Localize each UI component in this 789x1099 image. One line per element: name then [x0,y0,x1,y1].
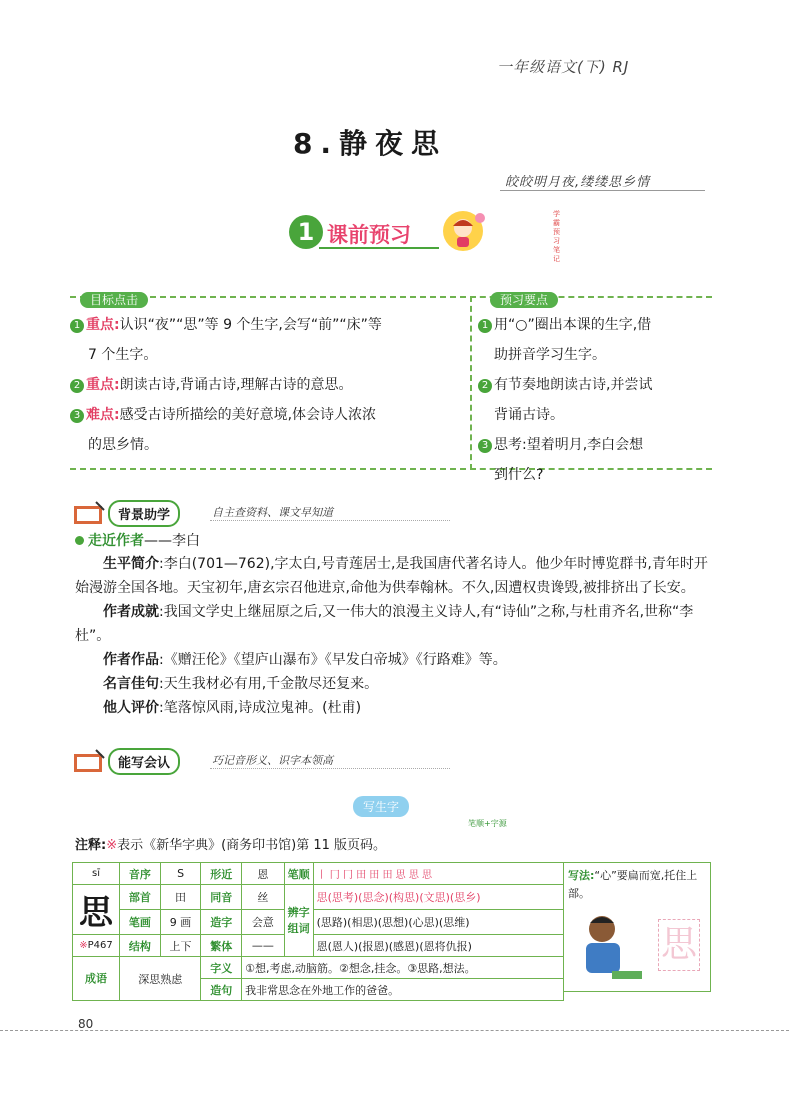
tagline-underline [500,190,705,191]
character-card [72,862,712,1001]
list-item: 1 重点:认识“夜”“思”等 9 个生字,会写“前”“床”等 [70,310,466,340]
list-item: 的思乡情。 [88,437,158,453]
stroke-sequence: 丨 冂 冂 田 田 田 思 思 思 [313,863,563,885]
character-glyph: 思 [73,885,120,935]
bio-paragraph: 生平简介:李白(701—762),字太白,号青莲居士,是我国唐代著名诗人。他少年时博览群书,青年时开始漫游全国各地。天宝初年,唐玄宗召他进京,命他为供奉翰林。不久,因遭权贵谗毁,被排挤出了长安。 [75,556,708,596]
book-subtitle: 一年级语文(下) RJ [497,58,630,76]
list-item: 7 个生字。 [88,347,158,363]
author-bio [75,552,715,720]
bio-paragraph: 作者成就:我国文学史上继屈原之后,又一伟大的浪漫主义诗人,有“诗仙”之称,与杜甫齐名,世称“李杜”。 [75,604,694,644]
list-item: 背诵古诗。 [494,407,564,423]
background-section-header [72,500,472,522]
stroke-order-note: 笔顺+字源 [468,819,507,828]
bio-paragraph: 名言佳句:天生我材必有用,千金散尽还复来。 [103,676,379,692]
hint-underline [210,768,450,769]
page-number: 80 [78,1017,94,1031]
read-write-label: 能写会认 [108,748,180,775]
example-sentence: 我非常思念在外地工作的爸爸。 [242,979,564,1001]
lesson-tagline: 皎皎明月夜,缕缕思乡情 [505,175,651,190]
section-underline [319,247,439,249]
author-heading: 走近作者——李白 [75,530,200,550]
annotation-note: 注释:※表示《新华字典》(商务印书馆)第 11 版页码。 [75,838,387,853]
goals-label: 目标点击 [80,289,148,308]
bio-paragraph: 作者作品:《赠汪伦》《望庐山瀑布》《早发白帝城》《行路难》等。 [103,652,507,668]
word-list: 思(思考)(思念)(构思)(文思)(思乡) [316,891,481,904]
lesson-title: 8.静夜思 [292,127,448,160]
idiom: 深思熟虑 [120,957,201,1001]
list-item: 到什么? [494,467,544,483]
book-icon [72,500,106,526]
list-item: 3 难点:感受古诗所描绘的美好意境,体会诗人浓浓 [70,400,466,430]
writing-tip: 写法:“心”要扁而宽,托住上部。 [568,869,698,900]
bio-paragraph: 他人评价:笔落惊风雨,诗成泣鬼神。(杜甫) [103,700,362,716]
hint-underline [210,520,450,521]
thinking-boy-icon [572,909,644,987]
preview-box [470,293,712,483]
section-title: 课前预习 [327,223,411,247]
read-write-hint: 巧记音形义、识字本领高 [212,754,333,767]
girl-icon [440,208,486,254]
book-icon [72,748,106,774]
write-characters-pill: 写生字 [353,796,409,817]
preview-list [478,310,708,490]
dictionary-page: ※P467 [73,935,120,957]
goals-list [70,310,466,460]
pinyin: sī [73,863,120,885]
word-list: 恩(恩人)(报恩)(感恩)(恩将仇报) [313,935,563,957]
bullet-icon [75,536,84,545]
writing-box [564,862,711,992]
preview-label: 预习要点 [490,289,558,308]
section-number: 1 [289,215,323,249]
side-note: 学霸预习笔记 [553,210,560,263]
background-label: 背景助学 [108,500,180,527]
list-item: 2 有节奏地朗读古诗,并尝试 [478,370,708,400]
practice-glyph: 思 [658,919,700,971]
word-list: (思路)(相思)(思想)(心思)(思维) [313,910,563,935]
list-item: 3 思考:望着明月,李白会想 [478,430,708,460]
list-item: 1 用“○”圈出本课的生字,借 [478,310,708,340]
character-table: sī 音序 S 形近 恩 笔顺 丨 冂 冂 田 田 田 思 思 思 思 部首 田 同音 丝 辨字组词 思(思考)(思念)(构思)(文思)(思乡) 笔画 9 画 造字 会意 (思路)(相思)(思想)(心思)(思维) ※P467 结构 上下 繁体 —— 恩(恩人)(报恩)(感恩)(恩将仇报) 成语 深思熟虑 字义 ①想,考虑,动脑筋。②想念,挂念。③思路,想法。 造句 我非常思念在外地工作的爸爸。 [72,862,564,1001]
goals-box [70,293,466,470]
meaning: ①想,考虑,动脑筋。②想念,挂念。③思路,想法。 [242,957,564,979]
list-item: 2 重点:朗读古诗,背诵古诗,理解古诗的意思。 [70,370,466,400]
footer-divider [0,1030,789,1031]
background-hint: 自主查资料、课文早知道 [212,506,333,519]
read-write-section-header [72,748,472,770]
list-item: 助拼音学习生字。 [494,347,606,363]
